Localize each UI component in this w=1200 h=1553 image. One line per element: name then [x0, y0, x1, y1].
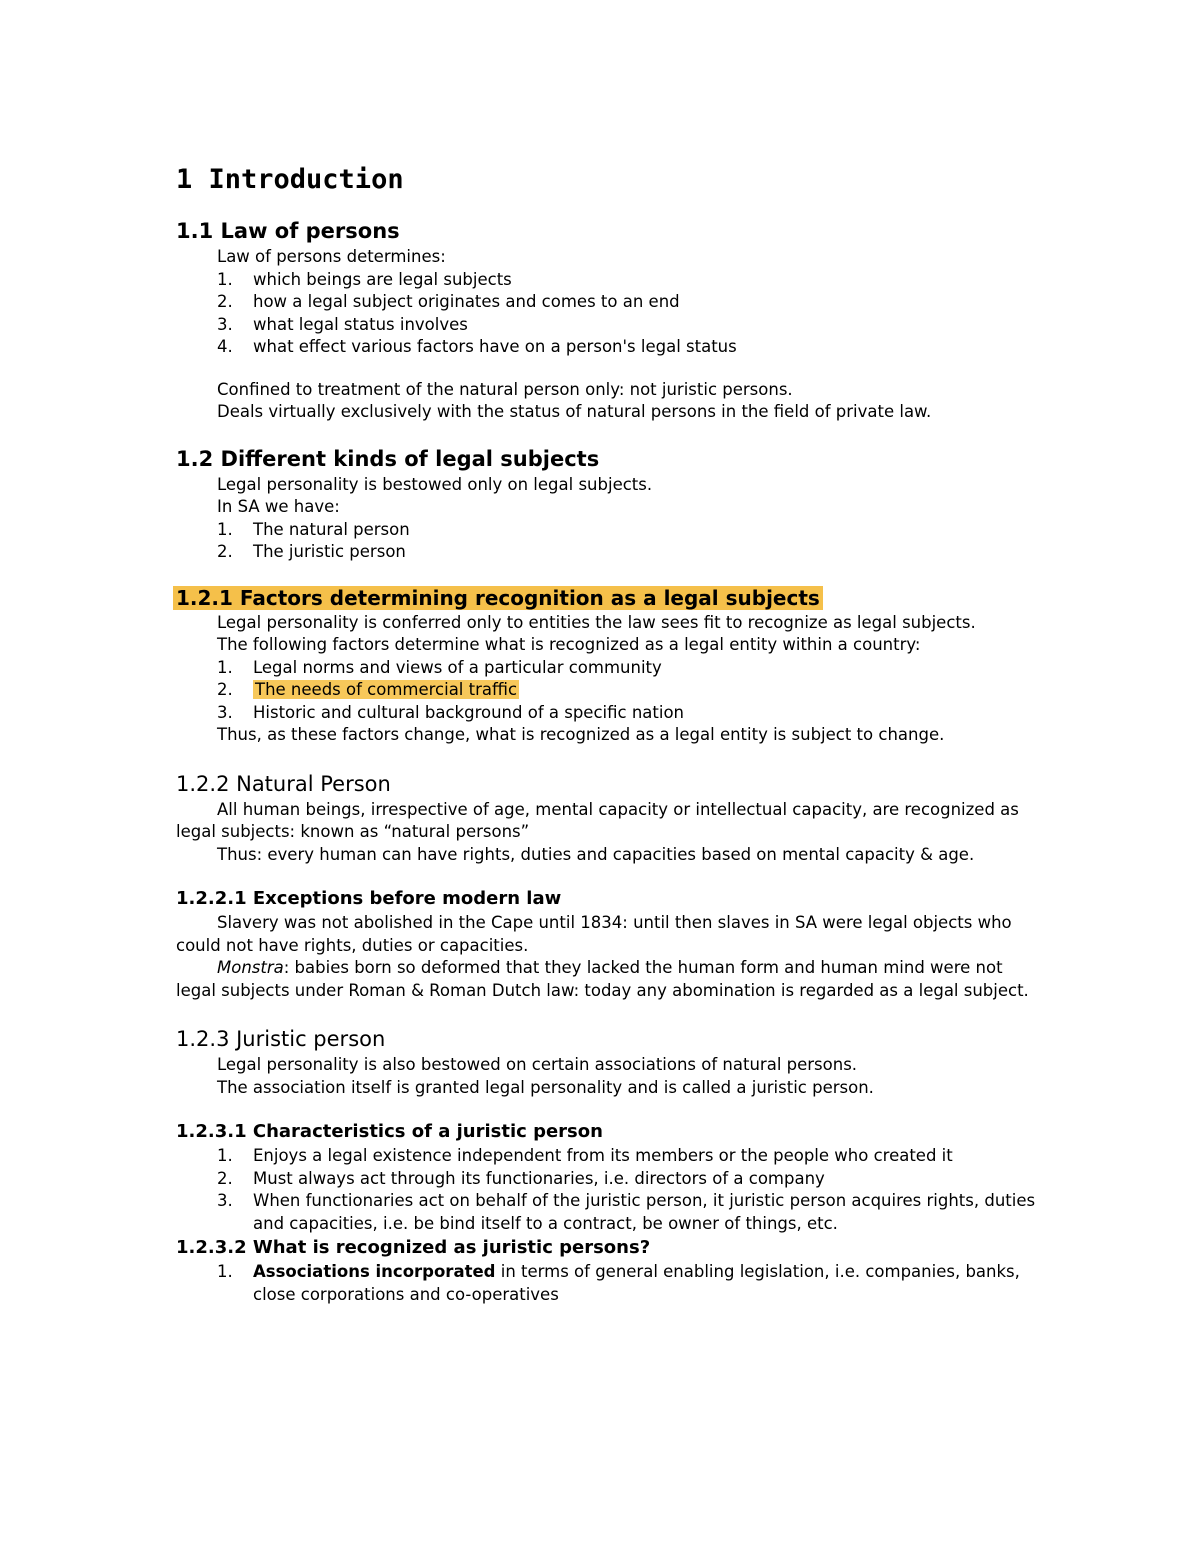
list-item: 4. what effect various factors have on a person's legal status — [217, 337, 737, 356]
list-item: 3. what legal status involves — [217, 314, 468, 334]
list-item: 2. The juristic person — [217, 542, 406, 561]
paragraph: All human beings, irrespective of age, mental capacity or intellectual capacity, are recognized as legal subjects: known as “natural persons” — [176, 799, 1019, 841]
paragraph: Legal personality is conferred only to entities the law sees fit to recognize as legal subjects. — [217, 612, 976, 632]
list-item: 2. Must always act through its functionaries, i.e. directors of a company — [217, 1168, 825, 1188]
numbered-list — [176, 657, 1036, 725]
paragraph: Slavery was not abolished in the Cape until 1834: until then slaves in SA were legal objects who could not have rights, duties or capacities. — [176, 913, 1012, 955]
list-item: 3. When functionaries act on behalf of the juristic person, it juristic person acquires rights, duties and capacities, i.e. be bind itself to a contract, be owner of things, etc. — [217, 1191, 1036, 1233]
paragraph: Law of persons determines: — [217, 247, 446, 266]
paragraph: Deals virtually exclusively with the status of natural persons in the field of private law. — [217, 402, 932, 421]
paragraph: Monstra: babies born so deformed that they lacked the human form and human mind were not legal subjects under Roman & Roman Dutch law: today any abomination is regarded as a legal subject. — [176, 958, 1029, 1000]
list-item: 2. The needs of commercial traffic — [217, 680, 518, 699]
list-item: 3. Historic and cultural background of a specific nation — [217, 702, 684, 722]
list-item: 1. Enjoys a legal existence independent from its members or the people who created it — [217, 1146, 953, 1165]
numbered-list — [176, 1145, 1036, 1235]
highlighted-heading: 1.2.1 Factors determining recognition as a legal subjects — [173, 586, 823, 610]
section-title-1-2-3-1: 1.2.3.1 Characteristics of a juristic person — [176, 1121, 603, 1142]
list-item: 1. Legal norms and views of a particular community — [217, 657, 662, 677]
paragraph: The association itself is granted legal personality and is called a juristic person. — [217, 1077, 874, 1097]
section-title-1-2-2-1: 1.2.2.1 Exceptions before modern law — [176, 888, 562, 909]
paragraph: Legal personality is bestowed only on legal subjects. — [217, 474, 653, 494]
chapter-title: 1 Introduction — [176, 164, 404, 195]
emphasis: Monstra — [217, 958, 284, 977]
bold-term: Associations incorporated — [253, 1262, 496, 1281]
list-item: 1. Associations incorporated in terms of general enabling legislation, i.e. companies, banks, close corporations and co-operatives — [217, 1262, 1020, 1304]
section-title-1-2-3: 1.2.3 Juristic person — [176, 1027, 386, 1051]
section-title-1-2-3-2: 1.2.3.2 What is recognized as juristic persons? — [176, 1237, 651, 1258]
section-title-1-2-2: 1.2.2 Natural Person — [176, 771, 391, 796]
section-title-1-2-1 — [176, 584, 1036, 612]
list-item: 1. which beings are legal subjects — [217, 269, 512, 289]
paragraph: Thus: every human can have rights, duties and capacities based on mental capacity & age. — [217, 844, 975, 864]
numbered-list — [176, 519, 1036, 564]
paragraph: Confined to treatment of the natural person only: not juristic persons. — [217, 379, 793, 399]
highlighted-text: The needs of commercial traffic — [255, 680, 518, 699]
list-item: 2. how a legal subject originates and comes to an end — [217, 292, 680, 311]
document-page — [176, 162, 1036, 1306]
numbered-list — [176, 1261, 1036, 1306]
paragraph: The following factors determine what is recognized as a legal entity within a country: — [217, 635, 921, 654]
paragraph: In SA we have: — [217, 497, 340, 516]
section-title-1-2: 1.2 Different kinds of legal subjects — [176, 446, 600, 471]
numbered-list — [176, 269, 1036, 359]
paragraph: Thus, as these factors change, what is recognized as a legal entity is subject to change. — [217, 725, 945, 744]
list-item: 1. The natural person — [217, 519, 410, 539]
section-title-1-1: 1.1 Law of persons — [176, 219, 400, 243]
paragraph: Legal personality is also bestowed on certain associations of natural persons. — [217, 1055, 858, 1074]
